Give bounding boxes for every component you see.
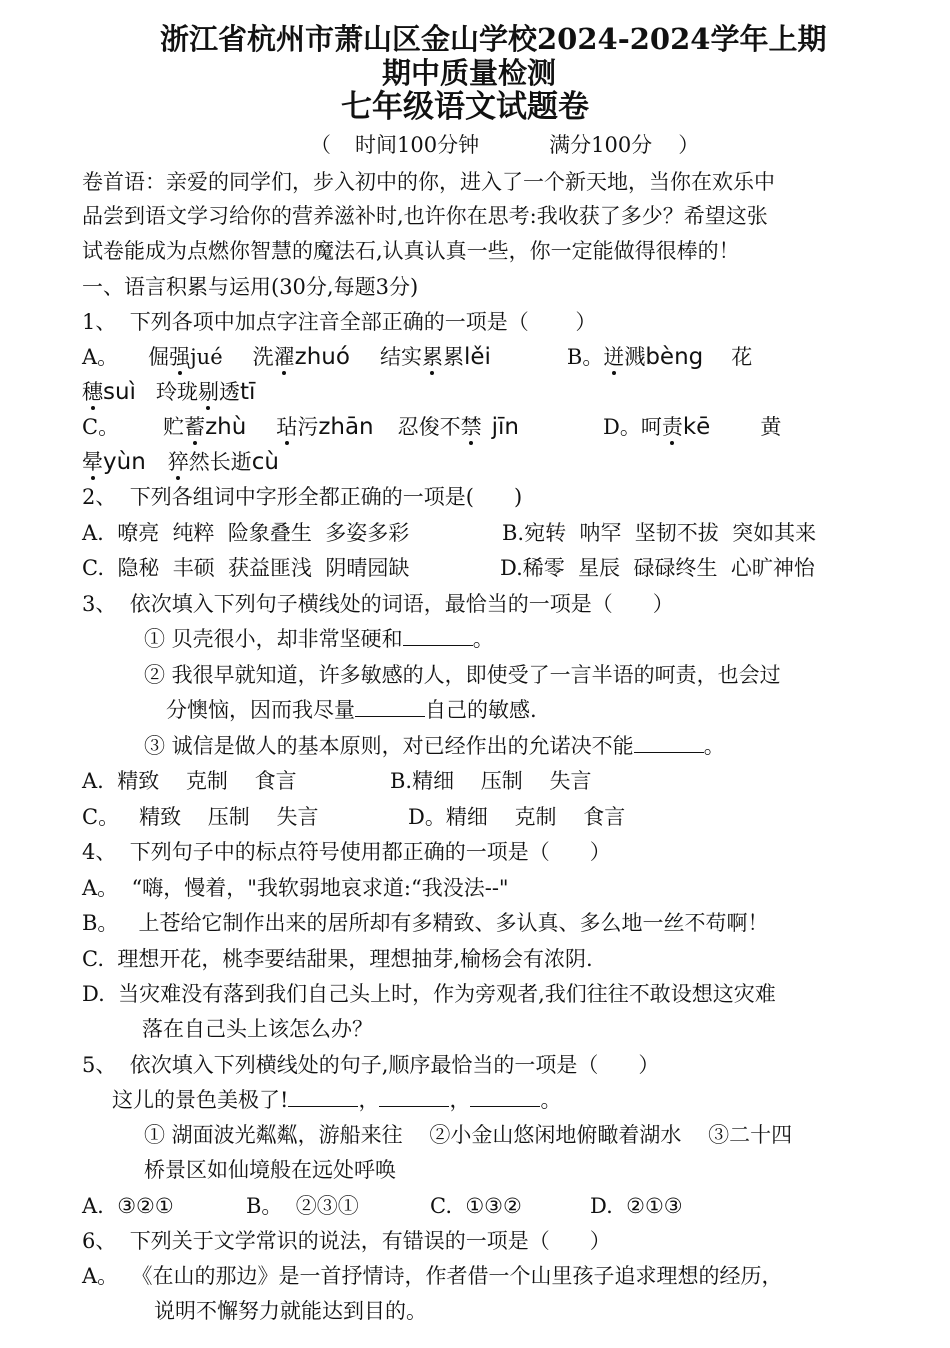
exam-title-line2: 期中质量检测 — [382, 56, 557, 90]
q4-stem: 4、 下列句子中的标点符号使用都正确的一项是（ ） — [82, 840, 611, 864]
q1-b-word1-dotted: 迸 — [603, 345, 625, 369]
q2-stem: 2、 下列各组词中字形全都正确的一项是( ) — [82, 485, 523, 509]
q1-a-word3-char2: 累 — [442, 345, 464, 369]
q3-sentence2-cont — [166, 696, 537, 724]
q3-sentence1 — [144, 625, 494, 653]
preface-line3: 试卷能成为点燃你智慧的魔法石,认真认真一些，你一定能做得很棒的！ — [82, 239, 740, 263]
section-heading: 一、语言积累与运用(30分,每题3分) — [82, 275, 419, 299]
q1-option-c — [82, 413, 781, 441]
q1-a-word3-pinyin: lěi — [463, 344, 491, 370]
q1-a-word1-char: 倔 — [148, 345, 170, 369]
q1-option-a — [82, 343, 752, 371]
q5-sep2: ， — [449, 1088, 471, 1112]
q1-c-word3-pinyin: jīn — [491, 414, 519, 440]
q3-option-d: D。精细 克制 食言 — [408, 805, 626, 829]
time-open-paren: （ — [310, 133, 331, 157]
q3-option-a: A. 精致 克制 食言 — [82, 769, 297, 793]
q1-c-word1-char: 贮 — [163, 415, 185, 439]
q1-a-word1-dotted: 强 — [169, 345, 191, 369]
q1-b-word3-char2: 透 — [218, 380, 240, 404]
q1-c-word3-char: 忍俊不 — [397, 415, 461, 439]
q1-d-label: D。 — [603, 415, 641, 439]
preface-line1: 卷首语：亲爱的同学们，步入初中的你，进入了一个新天地，当你在欢乐中 — [82, 170, 775, 194]
q1-d-word3-char: 然长逝 — [188, 450, 252, 474]
q1-a-word3-dotted: 累 — [421, 345, 443, 369]
q5-blank1 — [288, 1086, 358, 1107]
q2-option-c: C. 隐秘 丰硕 获益匪浅 阴晴园缺 — [82, 556, 410, 580]
q1-a-label: A。 — [82, 345, 119, 369]
q1-d-word1-dotted: 责 — [661, 415, 683, 439]
q1-d-word3-dotted: 猝 — [167, 450, 189, 474]
q6-option-a-cont: 说明不懈努力就能达到目的。 — [154, 1299, 427, 1323]
q2-option-b: B.宛转 呐罕 坚韧不拔 突如其来 — [502, 521, 817, 545]
preface-line2: 品尝到语文学习给你的营养滋补时,也许你在思考:我收获了多少？希望这张 — [82, 204, 768, 228]
q4-option-a: A。 “嗨，慢着，"我软弱地哀求道:“我没法--" — [82, 876, 509, 900]
time-close-paren: ） — [678, 133, 700, 157]
q3-stem: 3、 依次填入下列句子横线处的词语，最恰当的一项是（ ） — [82, 592, 674, 616]
q2-option-a: A. 嘹亮 纯粹 险象叠生 多姿多彩 — [82, 521, 410, 545]
q3-s2-end: 自己的敏感. — [425, 698, 537, 722]
time-limit: 时间100分钟 — [355, 133, 480, 157]
q5-sep1: ， — [358, 1088, 380, 1112]
q2-option-d: D.稀零 星辰 碌碌终生 心旷神怡 — [500, 556, 815, 580]
q5-fill-line — [112, 1086, 561, 1114]
q1-d-word1-pinyin: kē — [682, 414, 711, 440]
q3-s1-end: 。 — [472, 627, 494, 651]
q5-option-a: A. ③②① — [82, 1194, 174, 1218]
q1-c-word3-dotted: 禁 — [460, 415, 482, 439]
q4-option-b: B。 上苍给它制作出来的居所却有多精致、多认真、多么地一丝不苟啊！ — [82, 911, 769, 935]
q1-c-word1-pinyin: zhù — [205, 414, 247, 440]
q5-sentences: ① 湖面波光粼粼，游船来往 ②小金山悠闲地俯瞰着湖水 ③二十四 — [144, 1123, 793, 1147]
q5-option-c: C. ①③② — [430, 1194, 522, 1218]
q3-s3-blank — [634, 732, 704, 753]
q3-sentence3 — [144, 732, 725, 760]
q5-option-b: B。 ②③① — [246, 1194, 359, 1218]
q1-c-word1-dotted: 蓄 — [184, 415, 206, 439]
q1-c-label: C。 — [82, 415, 120, 439]
exam-time-info — [310, 131, 699, 159]
q3-option-c: C。 精致 压制 失言 — [82, 805, 319, 829]
q1-d-word2-char: 黄 — [760, 415, 782, 439]
q5-blank3 — [470, 1086, 540, 1107]
q1-a-word2-char: 洗 — [252, 345, 274, 369]
q1-a-word2-pinyin: zhuó — [294, 344, 350, 370]
q3-sentence2: ② 我很早就知道，许多敏感的人，即使受了一言半语的呵责，也会过 — [144, 663, 781, 687]
q3-option-b: B.精细 压制 失言 — [390, 769, 592, 793]
q1-b-word3-char: 玲珑 — [155, 380, 198, 404]
q1-d-word1-char: 呵 — [640, 415, 662, 439]
q1-d-word2-pinyin: yùn — [103, 449, 146, 475]
q1-b-word2-dotted: 穗 — [82, 380, 103, 404]
q5-stem: 5、 依次填入下列横线处的句子,顺序最恰当的一项是（ ） — [82, 1053, 660, 1077]
exam-title-line3: 七年级语文试题卷 — [341, 89, 589, 125]
full-score: 满分100分 — [549, 133, 653, 157]
q3-s2-text: 分懊恼，因而我尽量 — [166, 698, 355, 722]
q1-d-word3-pinyin: cù — [251, 449, 279, 475]
exam-title-line1: 浙江省杭州市萧山区金山学校2024-2024学年上期 — [160, 22, 827, 56]
q1-b-word3-dotted: 剔 — [197, 380, 219, 404]
q5-option-d: D. ②①③ — [590, 1194, 683, 1218]
q1-c-word2-dotted: 玷 — [276, 415, 298, 439]
q5-end: 。 — [540, 1088, 562, 1112]
q1-a-word2-dotted: 濯 — [273, 345, 295, 369]
q6-option-a: A。 《在山的那边》是一首抒情诗，作者借一个山里孩子追求理想的经历， — [82, 1264, 783, 1288]
q1-option-d-cont — [82, 448, 279, 476]
q1-c-word2-pinyin: zhān — [318, 414, 374, 440]
q3-s3-text: ③ 诚信是做人的基本原则，对已经作出的允诺决不能 — [144, 734, 634, 758]
q3-s1-blank — [403, 625, 473, 646]
q1-d-word2-dotted: 晕 — [82, 450, 103, 474]
q1-a-word3-char: 结实 — [379, 345, 422, 369]
q1-b-label: B。 — [566, 345, 604, 369]
q5-blank2 — [379, 1086, 449, 1107]
q1-b-word2-pinyin: suì — [103, 379, 136, 405]
q1-b-word1-char: 溅 — [624, 345, 646, 369]
q1-c-word2-char: 污 — [297, 415, 319, 439]
q1-b-word1-pinyin: bèng — [645, 344, 704, 370]
q1-b-word2-char: 花 — [731, 345, 753, 369]
q1-a-word1-pinyin: jué — [190, 345, 223, 369]
q4-option-d-cont: 落在自己头上该怎么办？ — [142, 1017, 373, 1041]
q5-fill-text: 这儿的景色美极了! — [112, 1088, 289, 1112]
q3-s2-blank — [355, 696, 425, 717]
q6-stem: 6、 下列关于文学常识的说法，有错误的一项是（ ） — [82, 1229, 611, 1253]
q4-option-c: C. 理想开花，桃李要结甜果，理想抽芽,榆杨会有浓阴. — [82, 947, 593, 971]
q3-s1-text: ① 贝壳很小，却非常坚硬和 — [144, 627, 403, 651]
q5-sentences-cont: 桥景区如仙境般在远处呼唤 — [144, 1158, 396, 1182]
q1-stem: 1、 下列各项中加点字注音全部正确的一项是（ ） — [82, 310, 597, 334]
q1-b-word3-pinyin: tī — [239, 379, 256, 405]
q1-option-b-cont — [82, 378, 255, 406]
q4-option-d: D. 当灾难没有落到我们自己头上时，作为旁观者,我们往往不敢设想这灾难 — [82, 982, 776, 1006]
q3-s3-end: 。 — [703, 734, 725, 758]
